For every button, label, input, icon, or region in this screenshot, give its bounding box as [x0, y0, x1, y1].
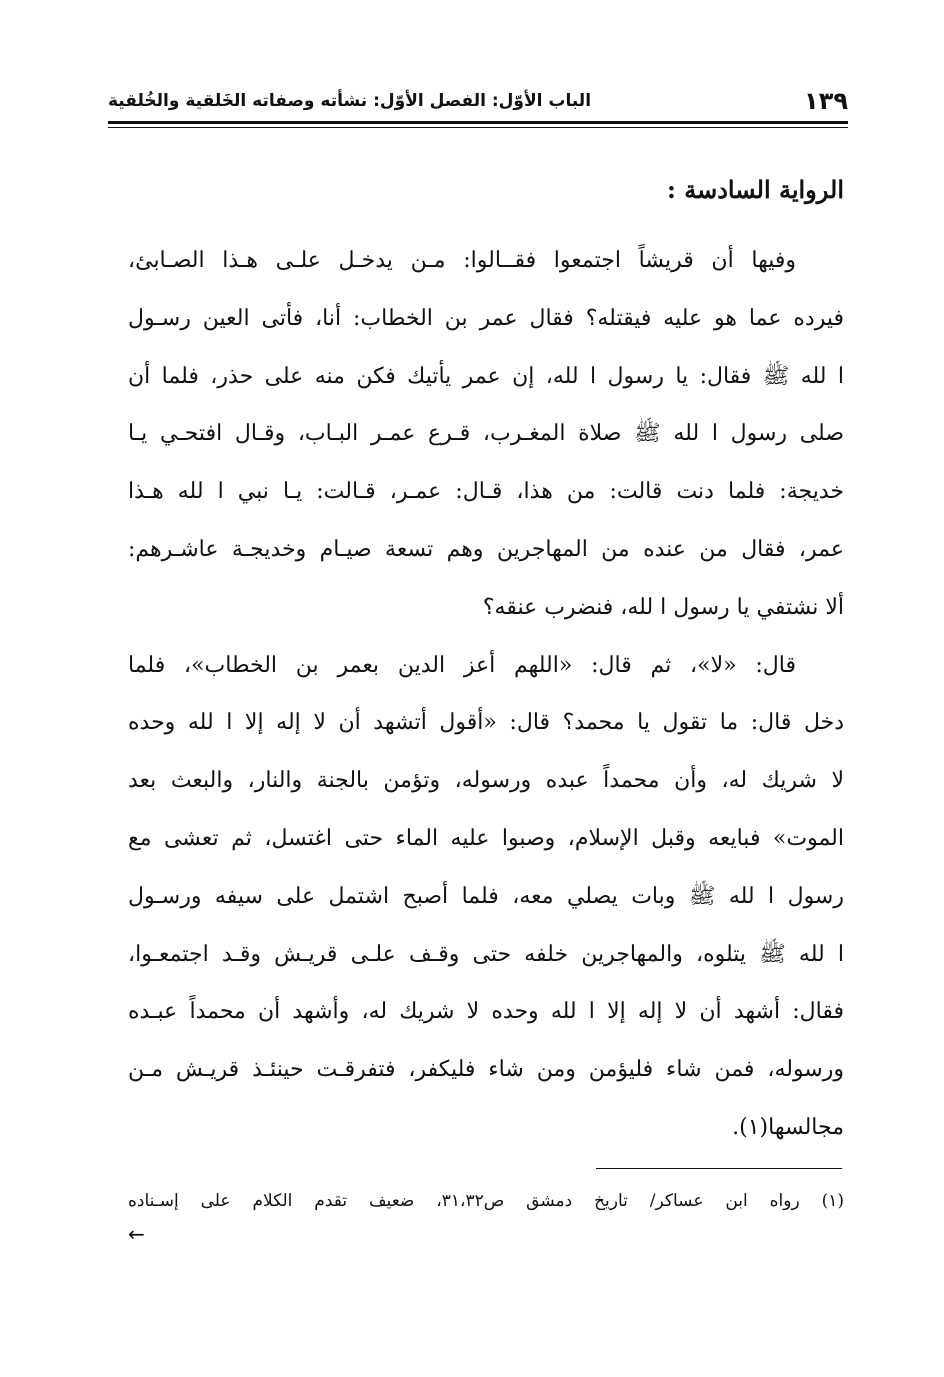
header-rule-thin	[108, 127, 848, 128]
paragraph-line: ورسوله، فمن شاء فليؤمن ومن شاء فليكفر، فتفرقـت حينئـذ قريـش مـن	[128, 1057, 844, 1083]
continue-arrow-icon: ←	[128, 1222, 145, 1246]
paragraph-line: ا لله ﷺ فقال: يا رسول ا لله، إن عمر يأتيك فكن منه على حذر، فلما أن	[128, 363, 844, 389]
section-heading: الرواية السادسة :	[667, 175, 844, 204]
paragraph-line: مجالسها(١).	[732, 1114, 844, 1140]
paragraph-line: الموت» فبايعه وقبل الإسلام، وصبوا عليه الماء حتى اغتسل، ثم تعشى مع	[128, 825, 844, 851]
paragraph-line: ا لله ﷺ يتلوه، والمهاجرين خلفه حتى وقـف علـى قريـش وقـد اجتمعـوا،	[128, 941, 844, 967]
footnote-text: (١) رواه ابن عساكر/ تاريخ دمشق ص٣١،٣٢، ضعيف تقدم الكلام على إسـناده	[128, 1191, 844, 1211]
paragraph-line: فيرده عما هو عليه فيقتله؟ فقال عمر بن الخطاب: أنا، فأتى العين رسـول	[128, 305, 844, 331]
paragraph-line: وفيها أن قريشاً اجتمعوا فقــالوا: مـن يدخـل علـى هـذا الصـابئ،	[128, 248, 796, 273]
paragraph-line: عمر، فقال من عنده من المهاجرين وهم تسعة صيـام وخديجـة عاشـرهم:	[128, 536, 844, 562]
paragraph-line: قال: «لا»، ثم قال: «اللهم أعز الدين بعمر بن الخطاب»، فلما	[128, 652, 796, 678]
running-title: الباب الأوّل: الفصل الأوّل: نشأته وصفاته الخَلقية والخُلقية	[108, 91, 592, 111]
paragraph-line: صلى رسول ا لله ﷺ صلاة المغـرب، قـرع عمـر البـاب، وقـال افتحـي يـا	[128, 421, 844, 447]
paragraph-line: رسول ا لله ﷺ وبات يصلي معه، فلما أصبح اشتمل على سيفه ورسـول	[128, 883, 844, 909]
paragraph-line: دخل قال: ما تقول يا محمد؟ قال: «أقول أتشهد أن لا إله إلا ا لله وحده	[128, 710, 844, 736]
paragraph-line: لا شريك له، وأن محمداً عبده ورسوله، وتؤمن بالجنة والنار، والبعث بعد	[128, 768, 844, 794]
page-header	[108, 86, 848, 118]
paragraph-line: فقال: أشهد أن لا إله إلا ا لله وحده لا شريك له، وأشهد أن محمداً عبـده	[128, 999, 844, 1025]
paragraph-line: خديجة: فلما دنت قالت: من هذا، قـال: عمـر، قـالت: يـا نبي ا لله هـذا	[128, 479, 844, 505]
page-number: ١٣٩	[804, 87, 848, 115]
body-text	[128, 232, 844, 1157]
paragraph-line: ألا نشتفي يا رسول ا لله، فنضرب عنقه؟	[482, 594, 844, 620]
header-rule-thick	[108, 121, 848, 124]
footnote-separator	[596, 1168, 842, 1169]
